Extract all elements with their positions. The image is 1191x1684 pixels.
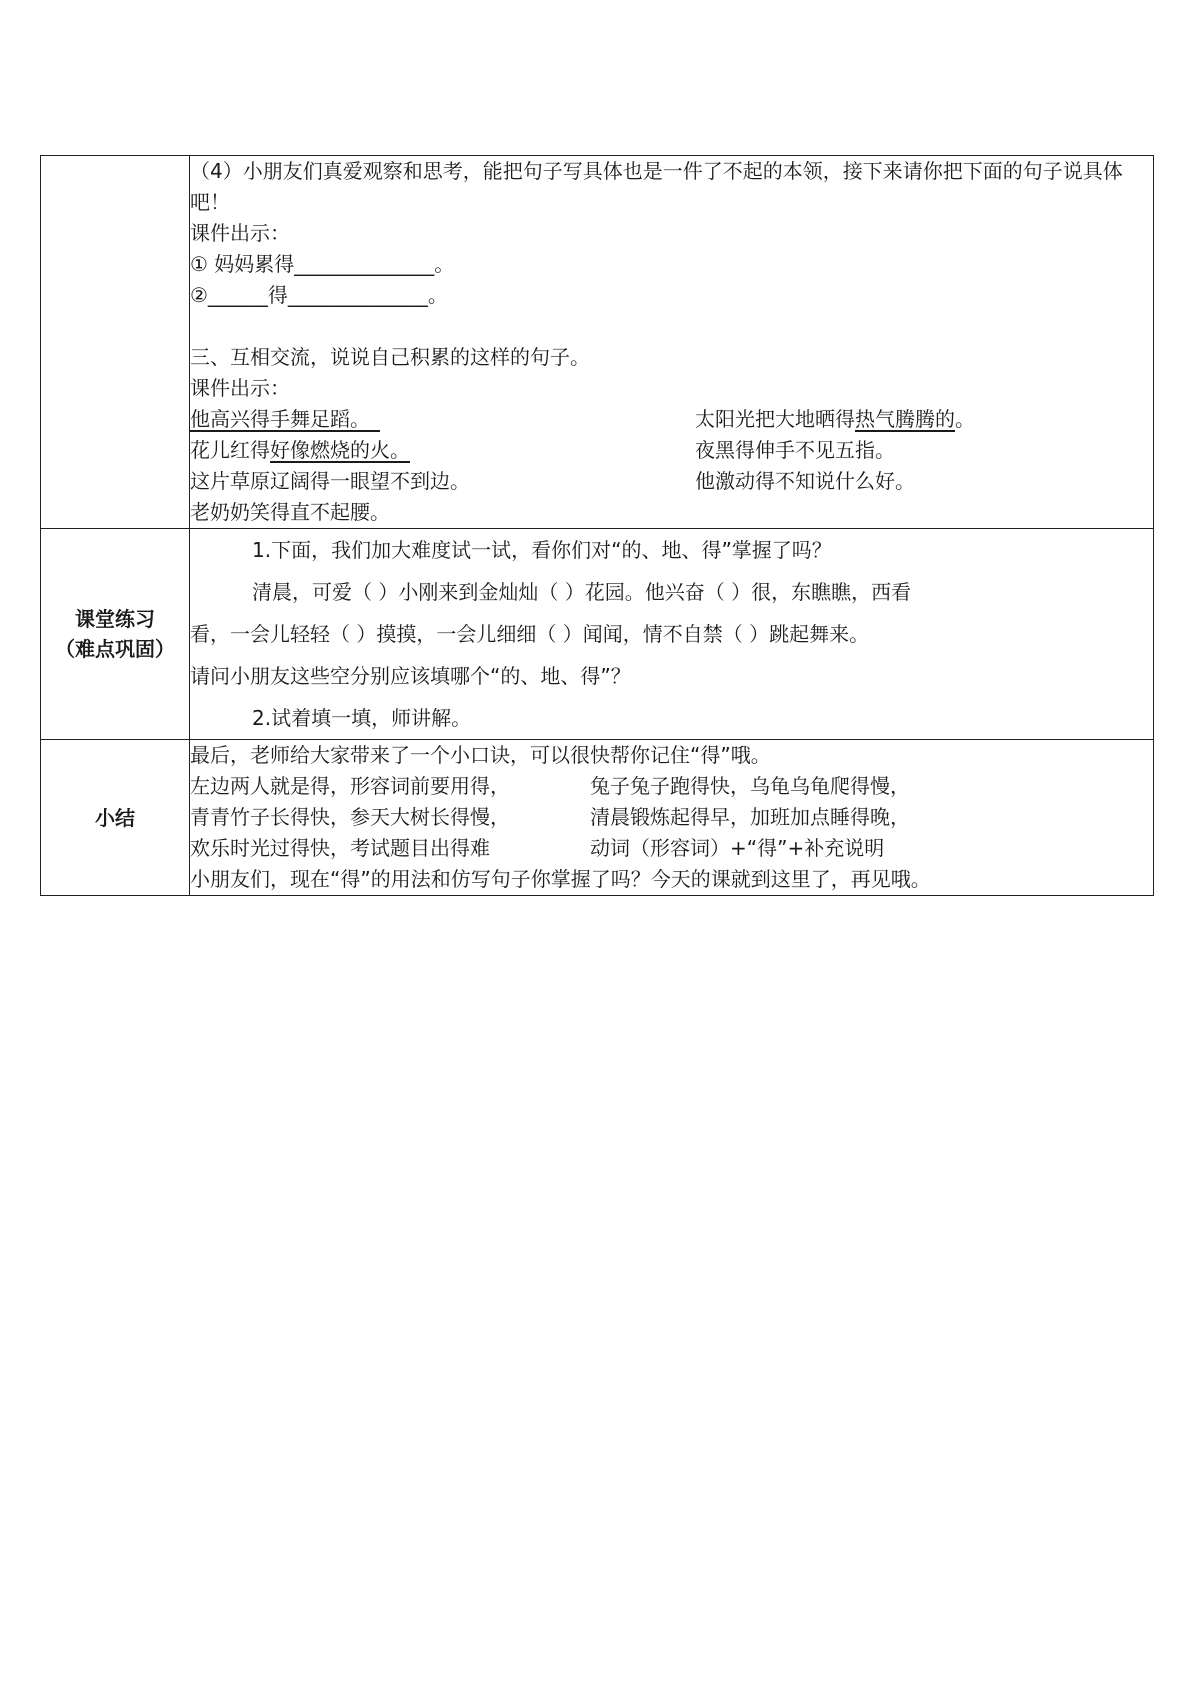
sentence-pair [190, 466, 1153, 497]
sentence: 夜黑得伸手不见五指。 [695, 438, 895, 462]
show-label-2: 课件出示： [190, 376, 290, 400]
rhyme-line: 动词（形容词）+“得”+补充说明 [590, 836, 885, 860]
lesson-plan-table [40, 155, 1154, 896]
sentence-part: 花儿红得 [190, 438, 270, 462]
rhyme-pair [190, 771, 1153, 802]
sentence: 这片草原辽阔得一眼望不到边。 [190, 469, 470, 493]
summary-intro: 最后，老师给大家带来了一个小口诀，可以很快帮你记住“得”哦。 [190, 743, 771, 767]
row-label-practice [41, 529, 190, 740]
label-line: 课堂练习 [75, 607, 155, 631]
section-title: 三、互相交流，说说自己积累的这样的句子。 [190, 345, 590, 369]
exercise-1: 1.下面，我们加大难度试一试，看你们对“的、地、得”掌握了吗？ [252, 538, 832, 562]
sentence-underlined: 热气腾腾的 [855, 407, 955, 431]
sentence: 老奶奶笑得直不起腰。 [190, 500, 390, 524]
sentence: 他激动得不知说什么好。 [695, 469, 915, 493]
sentence-pair [190, 404, 1153, 435]
rhyme-line: 青青竹子长得快，参天大树长得慢， [190, 805, 510, 829]
sentence [190, 404, 695, 435]
row-content-summary [190, 740, 1154, 896]
rhyme-pair [190, 802, 1153, 833]
sentence-underlined: 手舞足蹈。 [270, 407, 360, 431]
rhyme-line: 清晨锻炼起得早，加班加点睡得晚， [590, 805, 910, 829]
fill-item-2: ②______得______________。 [190, 283, 448, 307]
row-label-summary: 小结 [41, 740, 190, 896]
intro-text: （4）小朋友们真爱观察和思考，能把句子写具体也是一件了不起的本领，接下来请你把下面的句子说具体吧！ [190, 159, 1123, 214]
exercise-2: 2.试着填一填，师讲解。 [252, 706, 472, 730]
sentence-part: 他高兴得 [190, 407, 270, 431]
exercise-text: 看，一会儿轻轻（ ）摸摸，一会儿细细（ ）闻闻，情不自禁（ ）跳起舞来。 [190, 622, 870, 646]
sentence-underlined: 好像燃烧的火。 [270, 438, 410, 462]
row-content-sentences [190, 156, 1154, 529]
sentence-part: 。 [955, 407, 975, 431]
summary-closing: 小朋友们，现在“得”的用法和仿写句子你掌握了吗？今天的课就到这里了，再见哦。 [190, 867, 931, 891]
table-row [41, 740, 1154, 896]
sentence [695, 404, 975, 435]
table-row [41, 529, 1154, 740]
exercise-question: 请问小朋友这些空分别应该填哪个“的、地、得”？ [190, 664, 631, 688]
rhyme-line: 兔子兔子跑得快，乌龟乌龟爬得慢， [590, 774, 910, 798]
sentence-part: 太阳光把大地晒得 [695, 407, 855, 431]
sentence-pair [190, 435, 1153, 466]
row-label-empty [41, 156, 190, 529]
show-label: 课件出示： [190, 221, 290, 245]
label-line: （难点巩固） [55, 637, 175, 661]
rhyme-line: 欢乐时光过得快，考试题目出得难 [190, 836, 490, 860]
rhyme-pair [190, 833, 1153, 864]
row-content-practice [190, 529, 1154, 740]
fill-item-1: ① 妈妈累得______________。 [190, 252, 455, 276]
table-row [41, 156, 1154, 529]
exercise-text: 清晨，可爱（ ）小刚来到金灿灿（ ）花园。他兴奋（ ）很，东瞧瞧，西看 [252, 580, 912, 604]
spacer [190, 311, 1153, 342]
rhyme-line: 左边两人就是得，形容词前要用得， [190, 774, 510, 798]
sentence [190, 435, 695, 466]
